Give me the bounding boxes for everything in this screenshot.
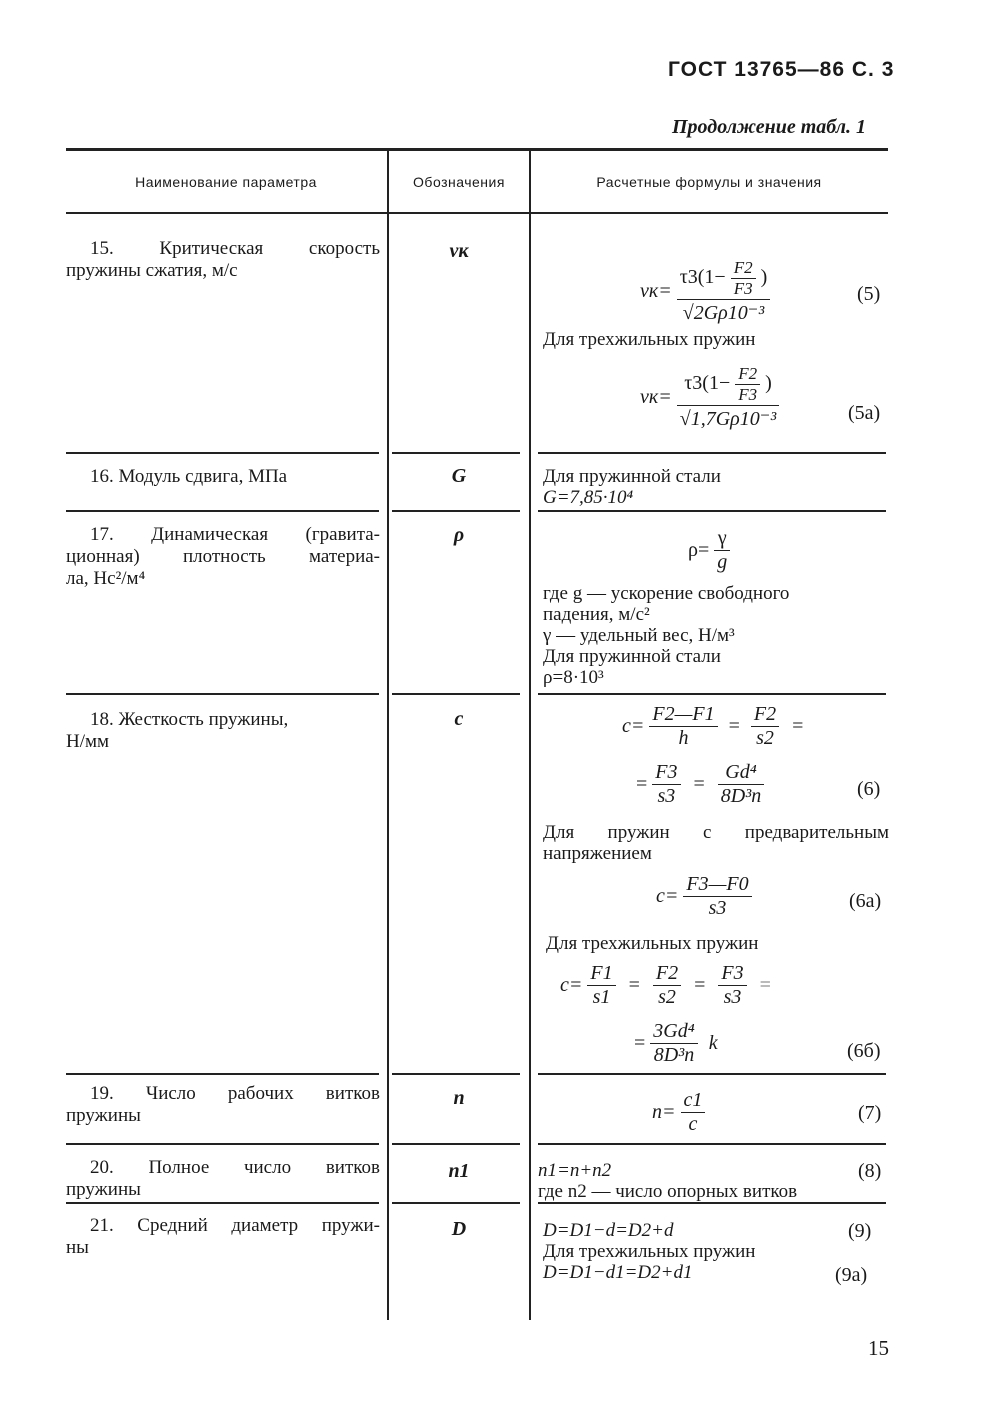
row-18-formula-6-line1: c= $\frac{F2—F1}{h}$ = $\frac{F2}{s2}$ = <box>622 703 804 749</box>
row-separator <box>66 1143 379 1145</box>
column-header-name: Наименование параметра <box>135 174 317 190</box>
row-15-formula-5: vк= τ3(1− $\frac{F2}{F3}$ ) √2Gρ10⁻³ <box>640 258 770 325</box>
row-separator <box>538 1202 886 1204</box>
column-divider-2 <box>529 150 531 1320</box>
row-20-name: 20. Полное число витков пружины <box>66 1157 380 1200</box>
row-separator <box>538 693 886 695</box>
row-19-symbol: n <box>453 1087 465 1109</box>
row-20-symbol: n1 <box>448 1160 470 1182</box>
row-15-symbol: vк <box>449 240 469 262</box>
row-15-name: 15. Критическая скорость пружины сжатия, м/с <box>66 238 380 281</box>
row-separator <box>66 1073 379 1075</box>
row-separator <box>66 693 379 695</box>
row-18-note-prestressed: Для пружин с предварительным напряжением <box>543 822 889 864</box>
row-18-symbol: c <box>454 708 464 730</box>
row-18-note-three-strand: Для трехжильных пружин <box>546 933 759 954</box>
equation-number-6: (6) <box>857 778 881 800</box>
row-15-formula-5a: vк= τ3(1− $\frac{F2}{F3}$ ) √1,7Gρ10⁻³ <box>640 364 779 431</box>
equation-number-6b: (6б) <box>847 1040 881 1062</box>
row-18-formula-6-line2: = $\frac{F3}{s3}$ = $\frac{\text{Gd⁴}}{\text{8D³n}}$ <box>636 761 764 808</box>
standard-header: ГОСТ 13765—86 С. 3 <box>668 58 895 81</box>
row-separator <box>66 452 379 454</box>
row-18-formula-6b-line2: = $\frac{\text{3Gd⁴}}{\text{8D³n}}$ k <box>634 1020 718 1066</box>
equation-number-9a: (9а) <box>835 1264 868 1286</box>
equation-number-5: (5) <box>857 283 881 305</box>
equation-number-7: (7) <box>858 1102 882 1124</box>
equation-number-6a: (6а) <box>849 890 882 912</box>
row-separator <box>538 510 886 512</box>
equation-number-9: (9) <box>848 1220 872 1242</box>
row-16-formula: Для пружинной стали G=7,85·10⁴ <box>543 466 721 508</box>
row-separator <box>392 510 520 512</box>
row-19-formula: n= $\frac{c1}{c}$ <box>652 1089 705 1136</box>
row-20-formula: n1=n+n2 где n2 — число опорных витков <box>538 1160 798 1202</box>
row-separator <box>392 693 520 695</box>
column-header-formula: Расчетные формулы и значения <box>596 174 822 190</box>
row-17-name: 17. Динамическая (гравита- ционная) плотность материа- ла, Нс²/м⁴ <box>66 524 380 589</box>
row-21-name: 21. Средний диаметр пружи- ны <box>66 1215 380 1258</box>
row-15-note: Для трехжильных пружин <box>543 329 756 350</box>
row-separator <box>538 1073 886 1075</box>
column-header-symbol: Обозначения <box>413 174 505 190</box>
row-17-formula: ρ= $\frac{\gamma}{g}$ <box>688 527 730 574</box>
row-separator <box>392 1073 520 1075</box>
row-18-formula-6b-line1: c= $\frac{F1}{s1}$ = $\frac{F2}{s2}$ = $\frac{F3}{s3}$ = <box>560 962 771 1008</box>
row-17-symbol: ρ <box>453 524 465 546</box>
row-separator <box>392 452 520 454</box>
row-18-formula-6a: c= $\frac{F3—F0}{s3}$ <box>656 873 752 920</box>
header-bottom-rule <box>66 212 888 214</box>
row-separator <box>392 1143 520 1145</box>
equation-number-8: (8) <box>858 1160 882 1182</box>
row-separator <box>538 1143 886 1145</box>
table-continuation-label: Продолжение табл. 1 <box>672 116 867 138</box>
row-separator <box>66 510 379 512</box>
row-17-notes: где g — ускорение свободного падения, м/с² γ — удельный вес, Н/м³ Для пружинной стали ρ=8·10³ <box>543 583 790 688</box>
row-21-formula: D=D1−d=D2+d Для трехжильных пружин D=D1−d1=D2+d1 <box>543 1220 756 1283</box>
row-separator <box>66 1202 379 1204</box>
row-19-name: 19. Число рабочих витков пружины <box>66 1083 380 1126</box>
equation-number-5a: (5а) <box>848 402 881 424</box>
column-divider-1 <box>387 150 389 1320</box>
row-separator <box>538 452 886 454</box>
row-21-symbol: D <box>451 1218 467 1240</box>
page-number: 15 <box>868 1336 889 1360</box>
row-16-symbol: G <box>451 465 467 487</box>
row-16-name: 16. Модуль сдвига, МПа <box>90 466 288 487</box>
table-top-rule <box>66 148 888 151</box>
row-18-name: 18. Жесткость пружины, Н/мм <box>66 709 289 752</box>
row-separator <box>392 1202 520 1204</box>
